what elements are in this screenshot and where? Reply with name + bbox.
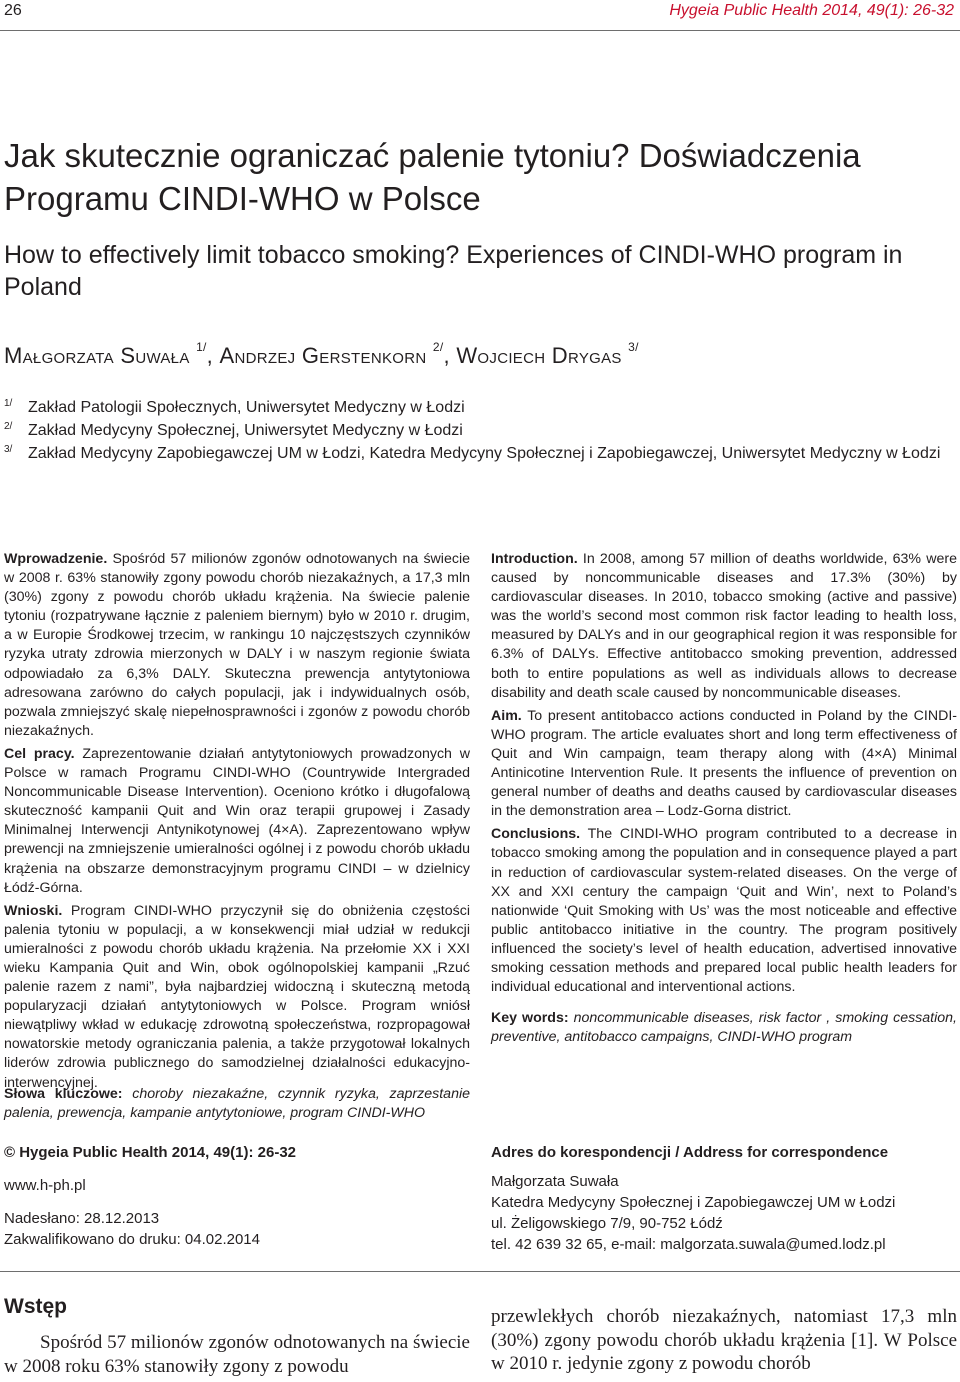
author: Andrzej Gerstenkorn $^{2/}$, xyxy=(219,340,450,368)
accepted-date: Zakwalifikowano do druku: 04.02.2014 xyxy=(4,1231,260,1248)
keywords-polish: Słowa kluczowe: choroby niezakaźne, czynnik ryzyka, zaprzestanie palenia, prewencja, kampanie antytytoniowe, program CINDI-WHO xyxy=(4,1086,471,1122)
correspondence-block xyxy=(491,1142,957,1255)
abstract-conclusions-text: Program CINDI-WHO przyczynił się do obniżenia częstości palenia tytoniu w populacji, a w konsekwencji miał udział w redukcji umieralności z powodu chorób układu krążenia. Na przełomie XX i XXI wieku Kampania Quit and Win, obok ogólnopolskiej kampanii „Rzuć palenie razem z nami”, była najbardziej widoczną i skuteczną metodą popularyzacji działań antytytoniowych w Polsce. Program wniósł niewątpliwy wkład w edukację zdrowotną społeczeństwa, rozpropagował nowatorskie metody ograniczania palenia, a także przygotował lokalnych liderów zdrowia publicznego do samodzielnej działalności edukacyjno-interwencyjnej. xyxy=(4,902,470,1091)
author-last-name: Gerstenkorn xyxy=(301,343,427,368)
author-last-name: Drygas xyxy=(551,343,622,368)
keywords-text: choroby niezakaźne, czynnik ryzyka, zaprzestanie palenia, prewencja, kampanie antytytoniowe, program CINDI-WHO xyxy=(4,1086,471,1122)
copyright-line: © Hygeia Public Health 2014, 49(1): 26-32 xyxy=(4,1144,297,1161)
author-first-name: Wojciech xyxy=(456,343,546,368)
keywords-heading: Key words xyxy=(491,1010,564,1027)
received-date: Nadesłano: 28.12.2013 xyxy=(4,1210,160,1227)
title-polish: Jak skutecznie ograniczać palenie tytoniu? Doświadczenia Programu CINDI-WHO w Polsce xyxy=(4,137,861,217)
abstract-intro-text: Spośród 57 milionów zgonów odnotowanych na świecie w 2008 r. 63% stanowiły zgony powodu chorób niezakaźnych, a 17,3 mln (30%) zgony z powodu chorób układu krążenia. Na świecie palenie tytoniu (rozpatrywane łącznie z paleniem biernym) było w 2010 r. drugim, a w Europie Środkowej trzecim, w rankingu 10 najczęstszych czynników ryzyka utraty zdrowia mierzonych w DALY i w naszym regionie świata odpowiadało za 6,3% DALY. Skuteczna prewencja antytytoniowa adresowana zarówno do całych populacji, jak i indywidualnych osób, pozwala zmniejszyć skalę niepełnosprawności i zgonów z powodu chorób niezakaźnych. xyxy=(4,551,470,739)
affiliation xyxy=(4,443,954,465)
keywords-heading: Słowa kluczowe xyxy=(4,1086,118,1102)
affiliation-number: 2/ xyxy=(4,421,13,432)
correspondence-street: ul. Żeligowskiego 7/9, 90-752 Łódź xyxy=(491,1215,723,1232)
author-first-name: Małgorzata xyxy=(4,343,114,368)
affiliation-text: Zakład Patologii Społecznych, Uniwersytet Medyczny w Łodzi xyxy=(28,399,465,416)
keywords-text: noncommunicable diseases, risk factor , smoking cessation, preventive, antitobacco campaigns, CINDI-WHO program xyxy=(491,1010,957,1046)
correspondence-institution: Katedra Medycyny Społecznej i Zapobiegawczej UM w Łodzi xyxy=(491,1194,896,1211)
affiliation xyxy=(4,397,954,419)
abstract-aim-text: Zaprezentowanie działań antytytoniowych prowadzonych w Polsce w ramach Programu CINDI-WHO (Countrywide Intergraded Noncommunicable Disease Intervention). Oceniono krótko i długofalową skuteczność kampanii Quit and Win oraz terapii grupowej i Zasady Minimalnej Interwencji Antynikotynowej (4×A). Zaprezentowano wpływ prewencji na zmniejszenie umieralności ogólnej i z powodu chorób układu krążenia na obszarze demonstracyjnym programu CINDI – w dzielnicy Łódź-Górna. xyxy=(4,745,470,896)
body-text-column-1: Spośród 57 milionów zgonów odnotowanych na świecie w 2008 roku 63% stanowiły zgony z powodu xyxy=(4,1332,470,1377)
author-list xyxy=(4,340,639,369)
section-heading: Wstęp xyxy=(4,1295,67,1318)
affiliation xyxy=(4,420,954,442)
author-last-name: Suwała xyxy=(120,343,190,368)
author-affiliation-mark: 1/ xyxy=(196,340,207,354)
journal-website-link[interactable]: www.h-ph.pl xyxy=(4,1177,86,1194)
journal-citation: Hygeia Public Health 2014, 49(1): 26-32 xyxy=(669,2,954,19)
correspondence-name: Małgorzata Suwała xyxy=(491,1173,619,1190)
author xyxy=(456,340,639,368)
publication-info xyxy=(4,1142,464,1250)
author-affiliation-mark: 2/ xyxy=(432,340,444,354)
abstract-aim-heading: Aim. xyxy=(491,707,522,724)
abstract-aim-text: To present antitobacco actions conducted in Poland by the CINDI-WHO program. The article evaluates short and long term effectiveness of Quit and Win campaign, team therapy along with (4×A) Minimal Antinicotine Intervention Rule. It presents the influence of prevention on general number of deaths and deaths caused by cardiovascular diseases in the demonstration area – Lodz-Gorna district. xyxy=(491,707,957,820)
correspondence-heading: Adres do korespondencji / Address for correspondence xyxy=(491,1144,889,1161)
author-affiliation-mark: 3/ xyxy=(628,340,639,354)
abstract-intro-text: In 2008, among 57 million of deaths worldwide, 63% were caused by noncommunicable diseases and 17.3% (30%) by cardiovascular diseases. In 2010, tobacco smoking (active and passive) was the world’s second most common risk factor leading to health loss, measured by DALYs and in our geographical region it was responsible for 6.3% of DALYs. Effective antitobacco smoking prevention, addressed both to entire populations as well as individuals allows to decrease disability and death scale caused by noncommunicable diseases. xyxy=(491,551,957,701)
title-english: How to effectively limit tobacco smoking? Experiences of CINDI-WHO program in Poland xyxy=(4,241,903,301)
author-first-name: Andrzej xyxy=(219,343,296,368)
affiliation-number: 3/ xyxy=(4,444,13,455)
abstract-conclusions-heading: Conclusions. xyxy=(491,826,581,843)
abstract-aim-heading: Cel pracy. xyxy=(4,745,75,762)
page-number: 26 xyxy=(4,2,22,19)
abstract-intro-heading: Introduction. xyxy=(491,551,578,567)
affiliation-text: Zakład Medycyny Zapobiegawczej UM w Łodzi, Katedra Medycyny Społecznej i Zapobiegawczej, Uniwersytet Medyczny w Łodzi xyxy=(28,445,941,462)
author: Małgorzata Suwała $^{1/}$, xyxy=(4,340,214,368)
body-rule xyxy=(0,1271,960,1272)
abstract-polish xyxy=(4,550,470,1097)
affiliation-number: 1/ xyxy=(4,398,13,409)
abstract-conclusions-text: The CINDI-WHO program contributed to a decrease in tobacco smoking among the population and in consequence played a part in reduction of cardiovascular system-related diseases. On the verge of XX and XXI century the campaign ‘Quit and Win’, next to Poland’s nationwide ‘Quit Smoking with Us’ was the most noticeable and effective public antitobacco initiative in the country. The program positively influenced the society’s level of health education, advertised innovative smoking cessation methods and prepared local public health leaders for individual educational and interventional actions. xyxy=(491,826,957,996)
abstract-english: Introduction. In 2008, among 57 million of deaths worldwide, 63% were caused by noncommunicable diseases and 17.3% (30%) by cardiovascular diseases. In 2010, tobacco smoking (active and passive) was the world’s second most common risk factor leading to health loss, measured by DALYs and in our geographical region it was responsible for 6.3% of DALYs. Effective antitobacco smoking prevention, addressed both to entire populations as well as individuals allows to decrease disability and death scale caused by noncommunicable diseases. Aim. To present antitobacco actions conducted in Poland by the CINDI-WHO program. The article evaluates short and long term effectiveness of Quit and Win campaign, team therapy along with (4×A) Minimal Antinicotine Intervention Rule. It presents the influence of prevention on general number of deaths and deaths caused by cardiovascular diseases in the demonstration area – Lodz-Gorna district. Conclusions. The CINDI-WHO program contributed to a decrease in tobacco smoking among the population and in consequence played a part in reduction of cardiovascular system-related diseases. On the verge of XX and XXI century the campaign ‘Quit and Win’, next to Poland’s nationwide ‘Quit Smoking with Us’ was the most noticeable and effective public antitobacco initiative in the country. The program positively influenced the society’s level of health education, advertised innovative smoking cessation methods and prepared local public health leaders for individual educational and interventional actions. Key words: noncommunicable diseases, risk factor , smoking cessation, preventive, antitobacco campaigns, CINDI-WHO program xyxy=(491,551,957,1046)
correspondence-contact: tel. 42 639 32 65, e-mail: malgorzata.suwala@umed.lodz.pl xyxy=(491,1236,886,1253)
abstract-conclusions-heading: Wnioski. xyxy=(4,902,63,919)
header-rule xyxy=(0,30,960,31)
body-text-column-2: przewlekłych chorób niezakaźnych, natomiast 17,3 mln (30%) zgony powodu chorób układu krążenia [1]. W Polsce w 2010 r. jedynie zgony z powodu chorób xyxy=(491,1306,957,1374)
affiliation-text: Zakład Medycyny Społecznej, Uniwersytet Medyczny w Łodzi xyxy=(28,422,463,439)
abstract-intro-heading: Wprowadzenie. xyxy=(4,551,108,567)
